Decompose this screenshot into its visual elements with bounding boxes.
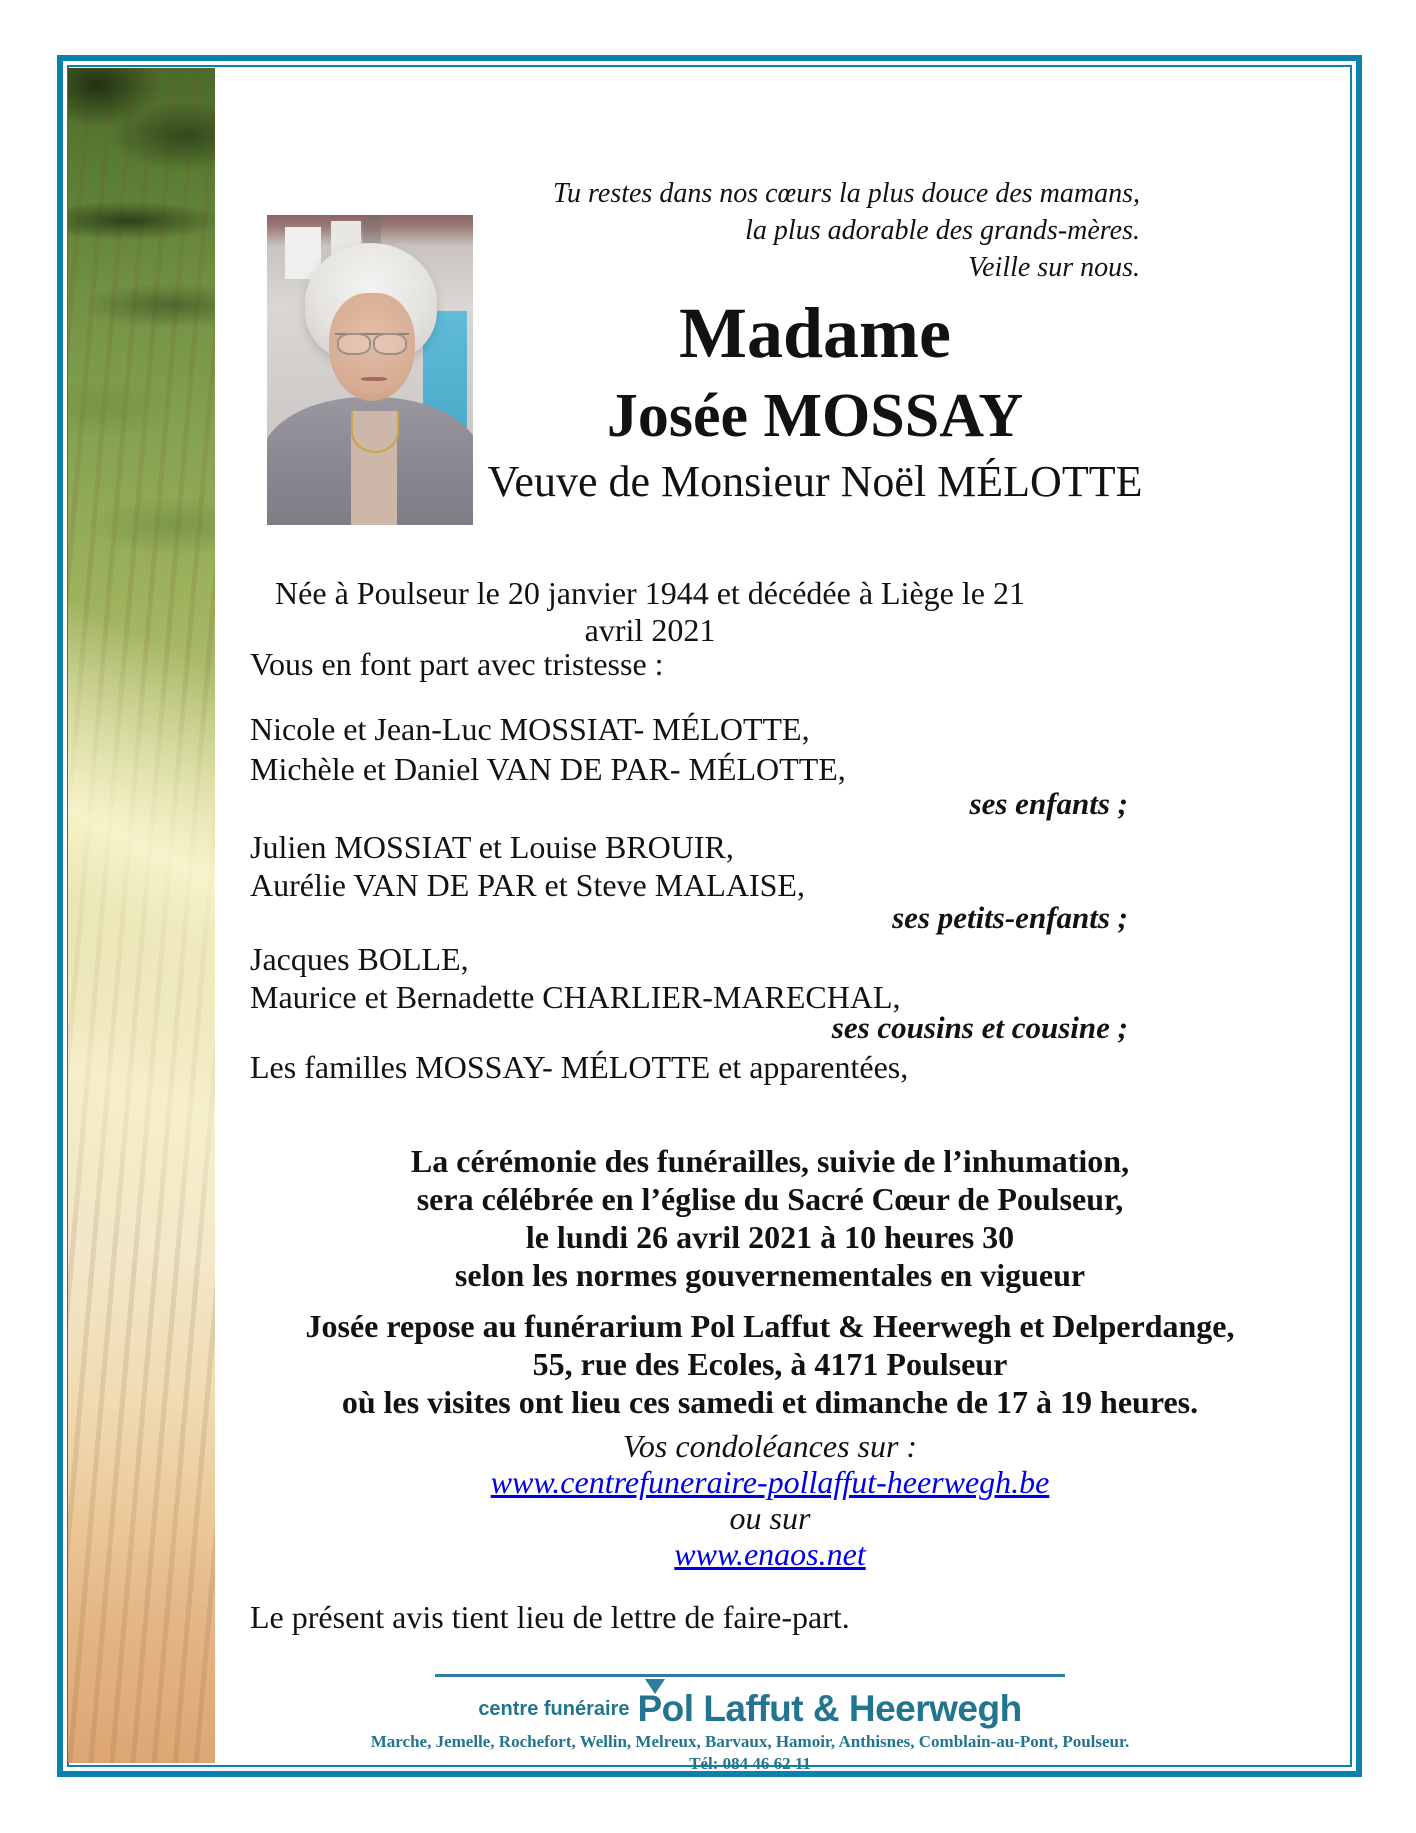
logo-brand-name: Pol Laffut & Heerwegh: [637, 1688, 1022, 1729]
portrait-photo: [267, 215, 473, 525]
family-member-line: Aurélie VAN DE PAR et Steve MALAISE,: [250, 867, 805, 903]
repose-block: [250, 1307, 1290, 1421]
repose-line: où les visites ont lieu ces samedi et dimanche de 17 à 19 heures.: [341, 1384, 1199, 1420]
relation-label-grandchildren: ses petits-enfants ;: [892, 900, 1128, 935]
memorial-quote: [520, 175, 1140, 286]
life-dates-line: Née à Poulseur le 20 janvier 1944 et décédée à Liège le 21 avril 2021: [275, 575, 1025, 648]
deceased-name: Josée MOSSAY: [606, 382, 1024, 450]
photo-necklace: [351, 411, 399, 453]
condolences-block: [250, 1428, 1290, 1572]
relation-label-children: ses enfants ;: [969, 786, 1128, 821]
family-member-line: Jacques BOLLE,: [250, 941, 469, 977]
footer-separator-line: [435, 1674, 1065, 1677]
closing-notice: Le présent avis tient lieu de lettre de faire-part.: [250, 1599, 850, 1635]
family-member-line: Nicole et Jean-Luc MOSSIAT- MÉLOTTE,: [250, 711, 810, 747]
family-member-line: Maurice et Bernadette CHARLIER-MARECHAL,: [250, 979, 901, 1015]
deceased-honorific: Madame: [679, 293, 951, 373]
ceremony-line: sera célébrée en l’église du Sacré Cœur de Poulseur,: [416, 1181, 1124, 1217]
footer-phone: Tél: 084 46 62 11: [689, 1754, 811, 1773]
ceremony-line: La cérémonie des funérailles, suivie de l’inhumation,: [410, 1143, 1130, 1179]
families-line: Les familles MOSSAY- MÉLOTTE et apparentées,: [250, 1049, 909, 1085]
logo-prefix: centre funéraire: [478, 1698, 630, 1720]
ceremony-block: [250, 1142, 1290, 1294]
relation-label-cousins: ses cousins et cousine ;: [831, 1010, 1128, 1045]
condolences-link-secondary[interactable]: www.enaos.net: [674, 1536, 866, 1572]
quote-line: Tu restes dans nos cœurs la plus douce des mamans,: [553, 178, 1140, 209]
condolences-link-primary[interactable]: www.centrefuneraire-pollaffut-heerwegh.be: [490, 1464, 1050, 1500]
repose-line: 55, rue des Ecoles, à 4171 Poulseur: [532, 1346, 1008, 1382]
photo-glasses: [335, 333, 409, 355]
widow-line: Veuve de Monsieur Noël MÉLOTTE: [487, 457, 1143, 506]
family-member-line: Michèle et Daniel VAN DE PAR- MÉLOTTE,: [250, 751, 846, 787]
ceremony-line: le lundi 26 avril 2021 à 10 heures 30: [525, 1219, 1015, 1255]
repose-line: Josée repose au funérarium Pol Laffut & Heerwegh et Delperdange,: [305, 1308, 1235, 1344]
forest-path-image: [68, 68, 215, 1763]
footer-locations: Marche, Jemelle, Rochefort, Wellin, Melreux, Barvaux, Hamoir, Anthisnes, Comblain-au-Pont, Poulseur.: [370, 1732, 1130, 1751]
photo-mouth: [361, 377, 387, 381]
deceased-title-block: [480, 288, 1150, 510]
funeral-home-logo: [250, 1688, 1250, 1730]
family-member-line: Julien MOSSIAT et Louise BROUIR,: [250, 829, 734, 865]
ceremony-line: selon les normes gouvernementales en vigueur: [454, 1257, 1086, 1293]
quote-line: Veille sur nous.: [968, 252, 1140, 283]
condolences-intro: Vos condoléances sur :: [622, 1428, 918, 1464]
announcement-intro: Vous en font part avec tristesse :: [250, 646, 664, 682]
condolences-connector: ou sur: [729, 1500, 811, 1536]
quote-line: la plus adorable des grands-mères.: [745, 215, 1140, 246]
